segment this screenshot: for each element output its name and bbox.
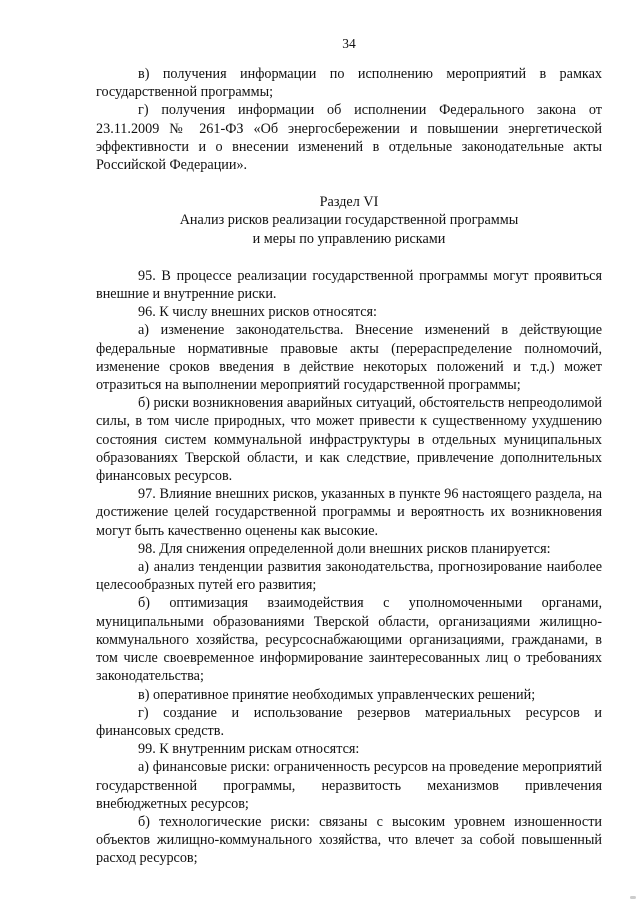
paragraph-98: 98. Для снижения определенной доли внешних рисков планируется:	[138, 540, 551, 557]
paragraph-top-v: в) получения информации по исполнению мероприятий в рамках государственной программы;	[96, 66, 602, 101]
section-title-line-1: Анализ рисков реализации государственной программы	[179, 212, 519, 229]
paragraph-99-a: а) финансовые риски: ограниченность ресурсов на проведение мероприятий государственной программы, неразвитость механизмов привлечения внебюджетных ресурсов;	[96, 759, 602, 812]
paragraph-96: 96. К числу внешних рисков относятся:	[138, 304, 377, 321]
paragraph-99-b: б) технологические риски: связаны с высоким уровнем изношенности объектов жилищно-коммунального хозяйства, что влечет за собой повышенный расход ресурсов;	[96, 813, 602, 867]
paragraph-96-b: б) риски возникновения аварийных ситуаций, обстоятельств непреодолимой силы, в том числе природных, что может привести к существенному ухудшению состояния систем коммунальной инфраструктуры в отдельных муниципальных образованиях Тверской области, и как следствие, привлечение дополнительных финансовых ресурсов.	[96, 395, 602, 485]
paragraph-98-v: в) оперативное принятие необходимых управленческих решений;	[138, 686, 536, 703]
paragraph-top-g: г) получения информации об исполнении Федерального закона от 23.11.2009 № 261-ФЗ «Об энергосбережении и повышении энергетической эффективности и о внесении изменений в отдельные законодательные акты Российской Федерации».	[96, 102, 602, 174]
paragraph-95: 95. В процессе реализации государственной программы могут проявиться внешние и внутренние риски.	[96, 267, 602, 303]
scan-mark	[630, 896, 636, 899]
section-title-line-2: и меры по управлению рисками	[252, 230, 446, 247]
section-number: Раздел VI	[319, 194, 379, 211]
paragraph-96-a: а) изменение законодательства. Внесение изменений в действующие федеральные нормативные правовые акты (перераспределение полномочий, изменение сроков введения в действие некоторых положений и т.д.) может отразиться на выполнении мероприятий государственной программы;	[96, 322, 602, 394]
page-number: 34	[342, 36, 356, 51]
paragraph-98-a: а) анализ тенденции развития законодательства, прогнозирование наиболее целесообразных путей его развития;	[96, 559, 602, 594]
paragraph-98-g: г) создание и использование резервов материальных ресурсов и финансовых средств.	[96, 704, 602, 739]
paragraph-98-b: б) оптимизация взаимодействия с уполномоченными органами, муниципальными образованиями Тверской области, организациями жилищно-коммунального хозяйства, ресурсоснабжающими организациями, гражданами, в том числе своевременное информирование заинтересованных лиц о требованиях законодательства;	[96, 595, 602, 685]
paragraph-97: 97. Влияние внешних рисков, указанных в пункте 96 настоящего раздела, на достижение целей государственной программы и вероятность их возникновения могут быть качественно оценены как высокие.	[96, 486, 602, 539]
paragraph-99: 99. К внутренним рискам относятся:	[138, 741, 360, 758]
